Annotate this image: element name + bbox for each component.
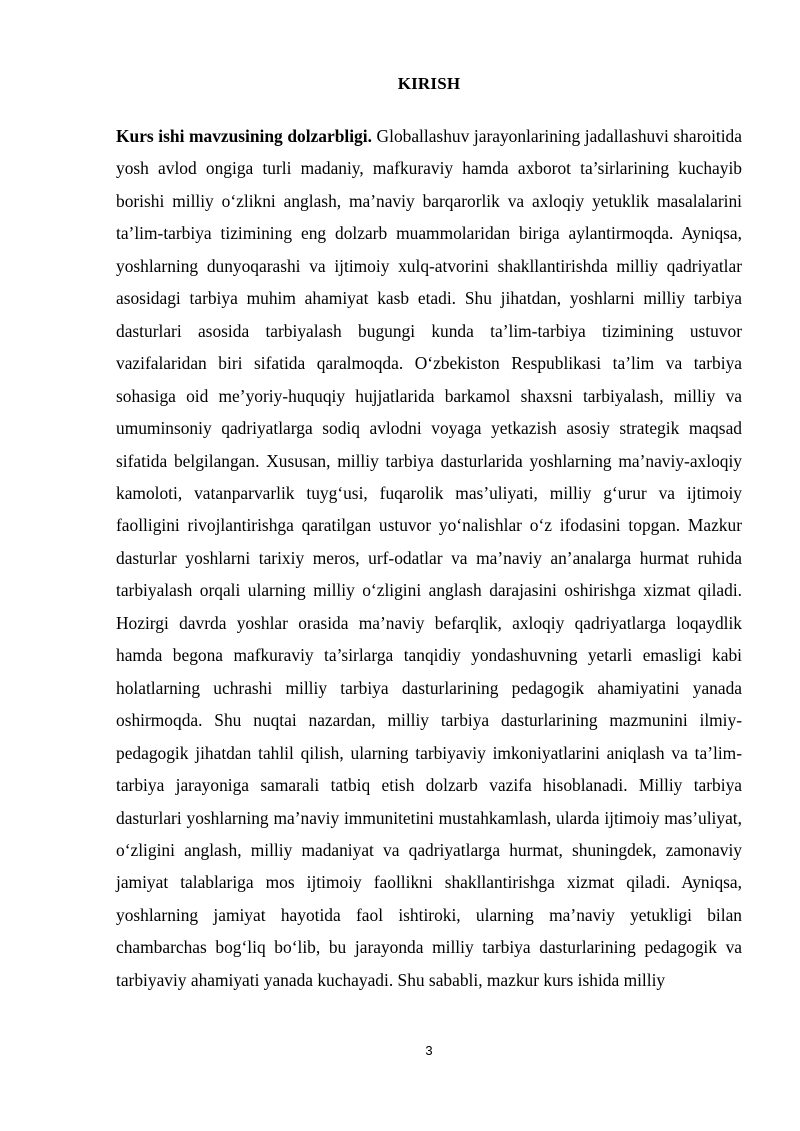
paragraph-text: Globallashuv jarayonlarining jadallashuvi sharoitida yosh avlod ongiga turli madaniy, mafkuraviy hamda axborot ta’sirlarining kuchayib borishi milliy o‘zlikni anglash, ma’naviy barqarorlik va axloqiy yetuklik masalalarini ta’lim-tarbiya tizimining eng dolzarb muammolaridan biriga aylantirmoqda. Ayniqsa, yoshlarning dunyoqarashi va ijtimoiy xulq-atvorini shakllantirishda milliy qadriyatlar asosidagi tarbiya muhim ahamiyat kasb etadi. Shu jihatdan, yoshlarni milliy tarbiya dasturlari asosida tarbiyalash bugungi kunda ta’lim-tarbiya tizimining ustuvor vazifalaridan biri sifatida qaralmoqda. O‘zbekiston Respublikasi ta’lim va tarbiya sohasiga oid me’yoriy-huquqiy hujjatlarida barkamol shaxsni tarbiyalash, milliy va umuminsoniy qadriyatlarga sodiq avlodni voyaga yetkazish asosiy strategik maqsad sifatida belgilangan. Xususan, milliy tarbiya dasturlarida yoshlarning ma’naviy-axloqiy kamoloti, vatanparvarlik tuyg‘usi, fuqarolik mas’uliyati, milliy g‘urur va ijtimoiy faolligini rivojlantirishga qaratilgan ustuvor yo‘nalishlar o‘z ifodasini topgan. Mazkur dasturlar yoshlarni tarixiy meros, urf-odatlar va ma’naviy an’analarga hurmat ruhida tarbiyalash orqali ularning milliy o‘zligini anglash darajasini oshirishga xizmat qiladi. Hozirgi davrda yoshlar orasida ma’naviy befarqlik, axloqiy qadriyatlarga loqaydlik hamda begona mafkuraviy ta’sirlarga tanqidiy yondashuvning yetarli emasligi kabi holatlarning uchrashi milliy tarbiya dasturlarining pedagogik ahamiyatini yanada oshirmoqda. Shu nuqtai nazardan, milliy tarbiya dasturlarining mazmunini ilmiy-pedagogik jihatdan tahlil qilish, ularning tarbiyaviy imkoniyatlarini aniqlash va ta’lim-tarbiya jarayoniga samarali tatbiq etish dolzarb vazifa hisoblanadi. Milliy tarbiya dasturlari yoshlarning ma’naviy immunitetini mustahkamlash, ularda ijtimoiy mas’uliyat, o‘zligini anglash, milliy madaniyat va qadriyatlarga hurmat, shuningdek, zamonaviy jamiyat talablariga mos ijtimoiy faollikni shakllantirishga xizmat qiladi. Ayniqsa, yoshlarning jamiyat hayotida faol ishtiroki, ularning ma’naviy yetukligi bilan chambarchas bog‘liq bo‘lib, bu jarayonda milliy tarbiya dasturlarining pedagogik va tarbiyaviy ahamiyati yanada kuchayadi. Shu sababli, mazkur kurs ishida milliy <box>116 126 742 990</box>
paragraph-lead: Kurs ishi mavzusining dolzarbligi. <box>116 126 372 146</box>
body-paragraph <box>116 120 742 996</box>
section-heading: KIRISH <box>397 74 461 93</box>
page-number: 3 <box>425 1043 433 1058</box>
